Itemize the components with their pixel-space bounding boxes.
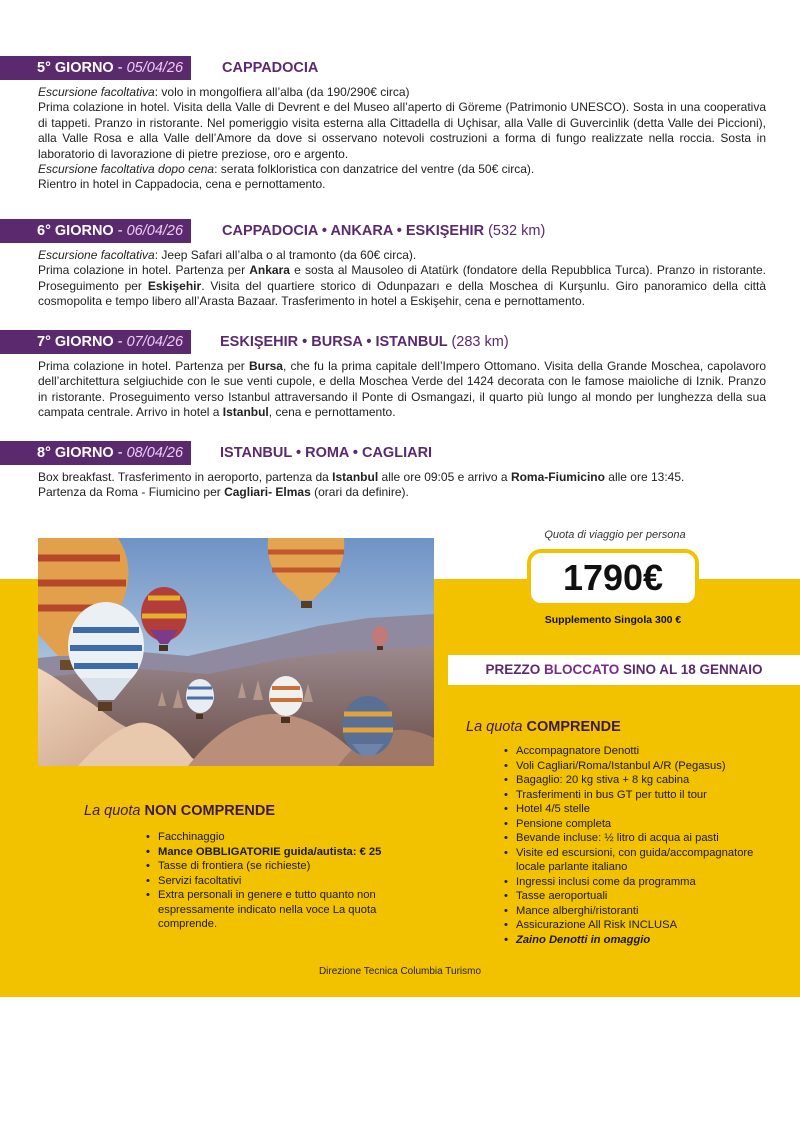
price-label: Quota di viaggio per persona xyxy=(544,529,686,541)
excludes-item: • Facchinaggio xyxy=(146,830,386,845)
day-body xyxy=(38,470,766,501)
day-section-8 xyxy=(0,441,800,501)
paragraph-run: Rientro in hotel in Cappadocia, cena e pernottamento. xyxy=(38,177,326,192)
paragraph-run: : volo in mongolfiera all’alba (da 190/290€ circa) xyxy=(154,85,410,99)
footer-note: Direzione Tecnica Columbia Turismo xyxy=(318,966,482,977)
paragraph-run: : Jeep Safari all’alba o al tramonto (da 60€ circa). xyxy=(154,248,417,262)
paragraph-run: , che fu la prima capitale dell’Impero Ottomano. Visita della Grande Moschea, capolavoro dell’architettura selgiuchide con le sue venti cupole, e della Moschea Verde del 1424 decorata con le famose maioliche di Iznik. Pranzo in ristorante. Proseguimento verso Istanbul attraversando il Ponte di Osmangazi, il quarto più lungo al mondo per lunghezza della sua campata centrale. Arrivo in hotel a xyxy=(38,359,766,420)
day-paragraph xyxy=(38,470,766,485)
day-title xyxy=(220,330,509,354)
paragraph-run: Cagliari- Elmas xyxy=(224,485,311,500)
excludes-item: • Tasse di frontiera (se richieste) xyxy=(146,859,386,874)
day-body xyxy=(38,248,766,310)
includes-item: • Voli Cagliari/Roma/Istanbul A/R (Pegasus) xyxy=(504,759,776,774)
day-paragraph xyxy=(38,177,766,192)
blocked-text-post: SINO AL 18 GENNAIO xyxy=(619,662,763,677)
day-header xyxy=(0,330,800,354)
paragraph-run: alle ore 09:05 e arrivo a xyxy=(378,470,511,484)
includes-item: • Bevande incluse: ½ litro di acqua ai pasti xyxy=(504,831,776,846)
paragraph-run: Prima colazione in hotel. Visita della Valle di Devrent e del Museo all’aperto di Göreme (Patrimonio UNESCO). Sosta in una cooperativa di tappeti. Pranzo in ristorante. Nel pomeriggio visita esterna alla Cittadella di Uçhisar, alla Valle di Guvercinlik (detta Valle dei Piccioni), alla Valle Rosa e alla Valle dell’Amore da dove si osservano notevoli costruzioni a forma di fungo realizzate nella roccia. Sosta in laboratorio di lavorazione di pietre preziose, oro e argento. xyxy=(38,100,766,161)
includes-title-bold: COMPRENDE xyxy=(526,719,621,735)
day-paragraph xyxy=(38,359,766,421)
excludes-item: • Servizi facoltativi xyxy=(146,874,386,889)
day-label: 6° GIORNO xyxy=(37,223,114,239)
day-label: 7° GIORNO xyxy=(37,334,114,350)
hot-air-balloons-photo xyxy=(38,538,434,766)
paragraph-run: Istanbul xyxy=(332,470,379,484)
day-title xyxy=(220,441,432,465)
includes-title xyxy=(466,719,621,735)
single-supplement: Supplemento Singola 300 € xyxy=(544,614,682,626)
day-paragraph xyxy=(38,263,766,309)
excludes-item: • Extra personali in genere e tutto quanto non espressamente indicato nella voce La quota comprende. xyxy=(146,888,386,932)
day-label: 8° GIORNO xyxy=(37,445,114,461)
includes-item: • Ingressi inclusi come da programma xyxy=(504,875,776,890)
paragraph-run: Bursa xyxy=(248,359,283,373)
day-title xyxy=(222,219,545,243)
includes-title-italic: La quota xyxy=(466,719,527,735)
day-paragraph xyxy=(38,100,766,162)
paragraph-run: Ankara xyxy=(249,263,290,278)
paragraph-run: : serata folkloristica con danzatrice del ventre (da 50€ circa). xyxy=(214,162,535,177)
day-title-text: CAPPADOCIA • ANKARA • ESKIŞEHIR xyxy=(222,223,485,239)
day-paragraph xyxy=(38,485,766,500)
day-title-text: CAPPADOCIA xyxy=(222,60,319,76)
day-distance: (532 km) xyxy=(488,223,546,239)
paragraph-run: Escursione facoltativa xyxy=(38,248,155,262)
day-date: 05/04/26 xyxy=(126,60,184,76)
day-distance: (283 km) xyxy=(451,334,509,350)
includes-item: • Hotel 4/5 stelle xyxy=(504,802,776,817)
price-amount: 1790€ xyxy=(527,549,699,607)
paragraph-run: Istanbul xyxy=(222,405,269,420)
includes-item: • Tasse aeroportuali xyxy=(504,889,776,904)
day-section-6 xyxy=(0,219,800,310)
includes-item: • Assicurazione All Risk INCLUSA xyxy=(504,918,776,933)
day-paragraph xyxy=(38,248,766,263)
day-header xyxy=(0,441,800,465)
paragraph-run: alle ore 13:45. xyxy=(604,470,685,484)
day-paragraph xyxy=(38,85,766,100)
excludes-title-bold: NON COMPRENDE xyxy=(144,803,275,819)
paragraph-run: Prima colazione in hotel. Partenza per xyxy=(38,263,250,278)
paragraph-run: Escursione facoltativa xyxy=(38,85,155,99)
excludes-title xyxy=(84,803,275,819)
excludes-title-italic: La quota xyxy=(84,803,145,819)
excludes-list xyxy=(146,830,386,932)
blocked-text-highlight: BLOCCATO xyxy=(543,662,620,677)
paragraph-run: Roma-Fiumicino xyxy=(510,470,605,484)
day-paragraph xyxy=(38,162,766,177)
paragraph-run: Box breakfast. Trasferimento in aeroporto, partenza da xyxy=(38,470,333,484)
day-body xyxy=(38,359,766,421)
blocked-text-pre: PREZZO xyxy=(485,662,544,677)
includes-item: • Visite ed escursioni, con guida/accompagnatore locale parlante italiano xyxy=(504,846,776,875)
includes-item: • Accompagnatore Denotti xyxy=(504,744,776,759)
day-section-7 xyxy=(0,330,800,421)
day-tag: 6° GIORNO - 06/04/26 xyxy=(0,219,191,243)
paragraph-run: e sosta al Mausoleo di Atatürk (fondatore della Repubblica Turca). Pranzo in ristorante. Proseguimento per xyxy=(38,263,767,293)
day-label: 5° GIORNO xyxy=(37,60,114,76)
paragraph-run: . Visita del quartiere storico di Odunpazarı e della Moschea di Kurşunlu. Giro panoramico della città cosmopolita e tempo libero all’Arasta Bazaar. Trasferimento in hotel a Eskişehir, cena e pernottamento. xyxy=(38,278,766,309)
day-tag: 8° GIORNO - 08/04/26 xyxy=(0,441,191,465)
includes-item: • Trasferimenti in bus GT per tutto il tour xyxy=(504,788,776,803)
paragraph-run: Eskişehir xyxy=(147,278,202,293)
day-body xyxy=(38,85,766,193)
paragraph-run: Prima colazione in hotel. Partenza per xyxy=(38,359,249,373)
includes-list xyxy=(504,744,776,947)
day-header xyxy=(0,56,800,80)
paragraph-run: Escursione facoltativa dopo cena xyxy=(38,162,215,177)
day-section-5 xyxy=(0,56,800,193)
includes-item: • Mance alberghi/ristoranti xyxy=(504,904,776,919)
day-date: 08/04/26 xyxy=(126,445,184,461)
paragraph-run: , cena e pernottamento. xyxy=(268,405,396,420)
day-title-text: ESKIŞEHIR • BURSA • ISTANBUL xyxy=(220,334,448,350)
paragraph-run: Partenza da Roma - Fiumicino per xyxy=(38,485,225,500)
paragraph-run: (orari da definire). xyxy=(310,485,409,500)
day-title-text: ISTANBUL • ROMA • CAGLIARI xyxy=(220,445,433,461)
day-tag: 7° GIORNO - 07/04/26 xyxy=(0,330,191,354)
day-date: 07/04/26 xyxy=(126,334,184,350)
day-header xyxy=(0,219,800,243)
day-date: 06/04/26 xyxy=(126,223,184,239)
excludes-item: • Mance OBBLIGATORIE guida/autista: € 25 xyxy=(146,845,386,860)
includes-item: • Bagaglio: 20 kg stiva + 8 kg cabina xyxy=(504,773,776,788)
includes-item: • Zaino Denotti in omaggio xyxy=(504,933,776,948)
includes-item: • Pensione completa xyxy=(504,817,776,832)
day-tag: 5° GIORNO - 05/04/26 xyxy=(0,56,191,80)
price-blocked-banner xyxy=(448,655,800,685)
day-title xyxy=(222,56,318,80)
